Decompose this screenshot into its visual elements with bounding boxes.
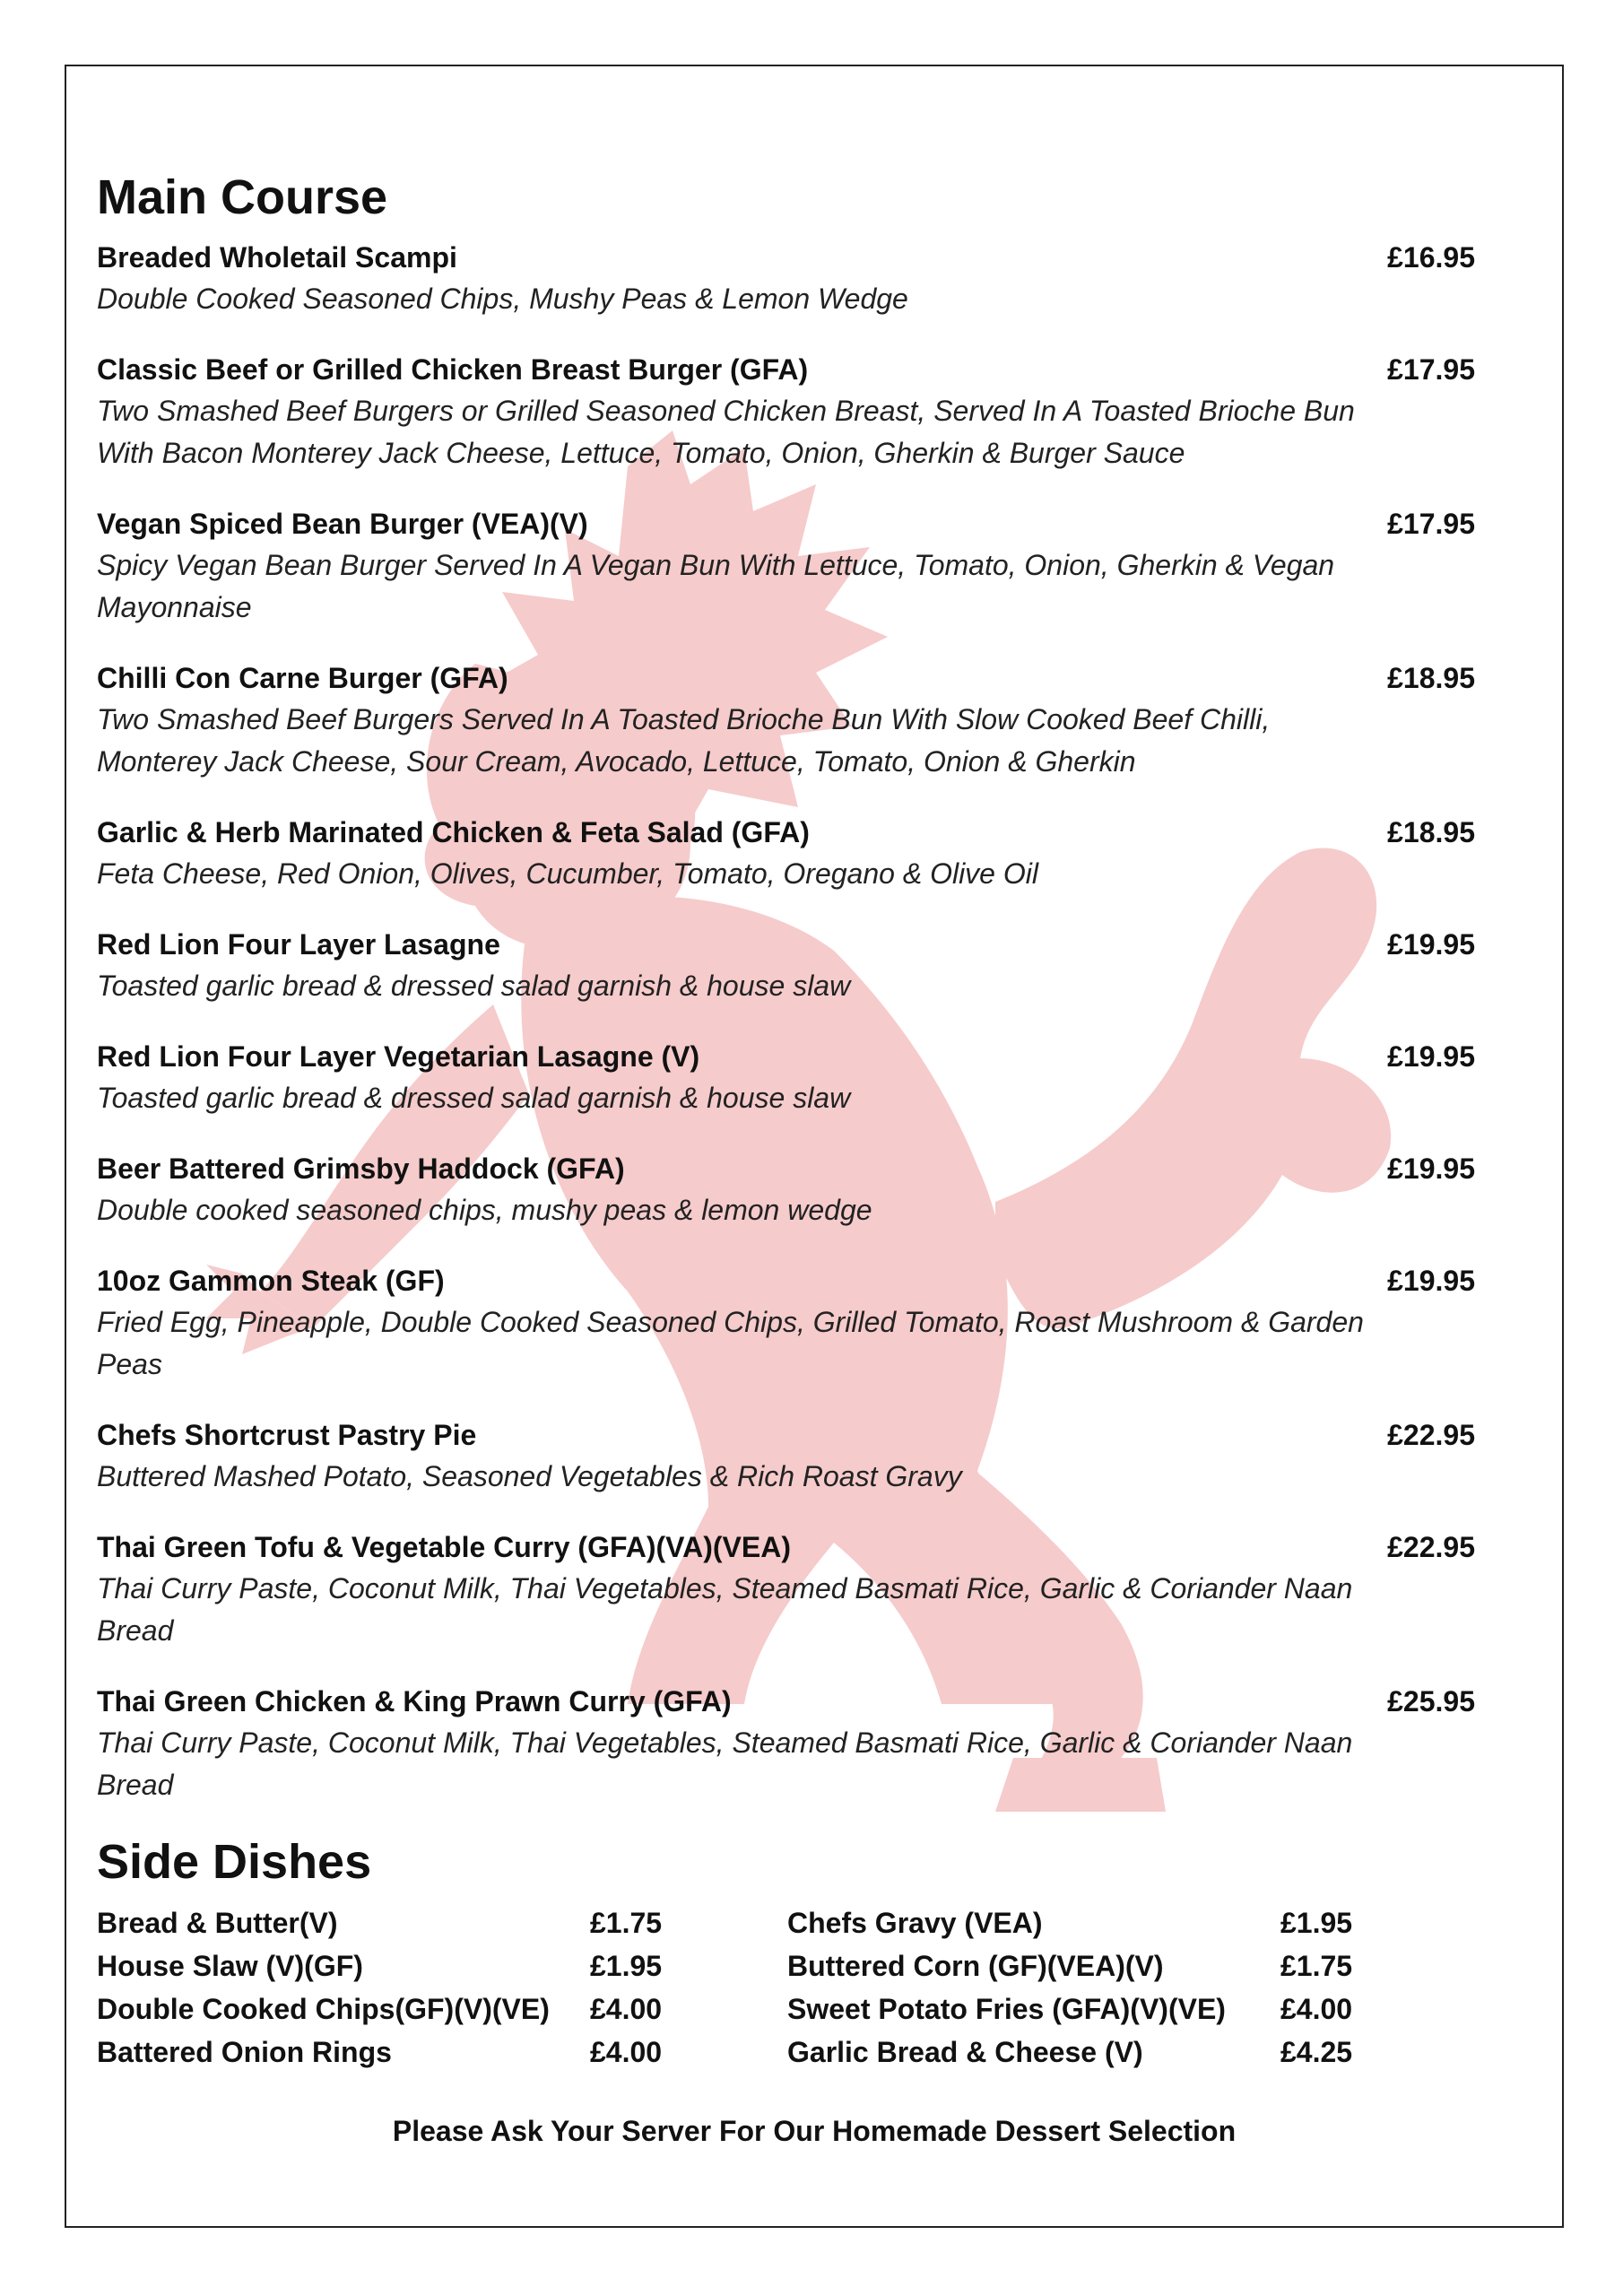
- side-dish-price: £1.75: [590, 1907, 663, 1939]
- menu-item: [97, 1260, 1478, 1386]
- menu-item: [97, 1414, 1478, 1498]
- menu-item-name: Garlic & Herb Marinated Chicken & Feta Salad (GFA): [97, 816, 810, 848]
- menu-item-price: £17.95: [1387, 508, 1475, 540]
- menu-item-price: £19.95: [1387, 1265, 1475, 1297]
- menu-item-description: Fried Egg, Pineapple, Double Cooked Seasoned Chips, Grilled Tomato, Roast Mushroom & Garden Peas: [97, 1306, 1364, 1380]
- side-dish-row: [97, 1987, 787, 2031]
- menu-item-description: Toasted garlic bread & dressed salad garnish & house slaw: [97, 1082, 851, 1114]
- menu-item: [97, 924, 1478, 1007]
- menu-item: [97, 1036, 1478, 1119]
- side-dish-price: £4.25: [1280, 2036, 1353, 2068]
- menu-item-price: £22.95: [1387, 1419, 1475, 1451]
- menu-item-name: Chefs Shortcrust Pastry Pie: [97, 1419, 477, 1451]
- menu-item-price: £19.95: [1387, 1040, 1475, 1073]
- side-dishes-right-column: [787, 1901, 1478, 2074]
- main-course-heading: Main Course: [97, 170, 388, 224]
- menu-item: [97, 1681, 1478, 1806]
- menu-item-name: Red Lion Four Layer Lasagne: [97, 928, 500, 961]
- menu-item-name: Classic Beef or Grilled Chicken Breast Burger (GFA): [97, 353, 809, 386]
- menu-item-name: Vegan Spiced Bean Burger (VEA)(V): [97, 508, 588, 540]
- side-dish-price: £1.95: [1280, 1907, 1353, 1939]
- menu-item-description: Two Smashed Beef Burgers Served In A Toasted Brioche Bun With Slow Cooked Beef Chilli, Monterey Jack Cheese, Sour Cream, Avocado, Lettuce, Tomato, Onion & Gherkin: [97, 703, 1271, 778]
- side-dishes-left-column: [97, 1901, 787, 2074]
- menu-item-price: £18.95: [1387, 662, 1475, 694]
- side-dish-price: £4.00: [590, 1993, 663, 2025]
- side-dish-name: Garlic Bread & Cheese (V): [787, 2036, 1143, 2068]
- menu-item-description: Double cooked seasoned chips, mushy peas & lemon wedge: [97, 1194, 872, 1226]
- side-dish-price: £1.95: [590, 1950, 663, 1982]
- menu-content: [97, 170, 1478, 2074]
- side-dish-row: [787, 1901, 1478, 1944]
- side-dish-row: [97, 1944, 787, 1987]
- menu-item: [97, 1148, 1478, 1231]
- side-dish-row: [97, 1901, 787, 1944]
- dessert-notice: Please Ask Your Server For Our Homemade Dessert Selection: [392, 2115, 1237, 2147]
- side-dish-name: Buttered Corn (GF)(VEA)(V): [787, 1950, 1164, 1982]
- menu-item-description: Two Smashed Beef Burgers or Grilled Seasoned Chicken Breast, Served In A Toasted Brioche Bun With Bacon Monterey Jack Cheese, Lettuce, Tomato, Onion, Gherkin & Burger Sauce: [97, 395, 1355, 469]
- menu-item: [97, 657, 1478, 783]
- menu-item: [97, 349, 1478, 474]
- side-dish-name: Double Cooked Chips(GF)(V)(VE): [97, 1993, 550, 2025]
- menu-item: [97, 503, 1478, 629]
- menu-item-price: £22.95: [1387, 1531, 1475, 1563]
- menu-item-name: Thai Green Tofu & Vegetable Curry (GFA)(VA)(VEA): [97, 1531, 791, 1563]
- menu-item-description: Feta Cheese, Red Onion, Olives, Cucumber, Tomato, Oregano & Olive Oil: [97, 857, 1038, 890]
- menu-item-name: Beer Battered Grimsby Haddock (GFA): [97, 1152, 625, 1185]
- menu-item: [97, 237, 1478, 320]
- side-dishes-heading: Side Dishes: [97, 1835, 372, 1889]
- menu-item-description: Spicy Vegan Bean Burger Served In A Vegan Bun With Lettuce, Tomato, Onion, Gherkin & Vegan Mayonnaise: [97, 549, 1335, 623]
- side-dish-row: [787, 1987, 1478, 2031]
- menu-item-name: Breaded Wholetail Scampi: [97, 241, 457, 274]
- menu-item: [97, 1526, 1478, 1652]
- menu-item-description: Thai Curry Paste, Coconut Milk, Thai Vegetables, Steamed Basmati Rice, Garlic & Coriander Naan Bread: [97, 1572, 1353, 1647]
- side-dish-row: [787, 1944, 1478, 1987]
- side-dish-name: House Slaw (V)(GF): [97, 1950, 363, 1982]
- side-dishes-list: [97, 1901, 1478, 2074]
- menu-item-name: 10oz Gammon Steak (GF): [97, 1265, 445, 1297]
- menu-item-name: Red Lion Four Layer Vegetarian Lasagne (V): [97, 1040, 700, 1073]
- side-dish-row: [97, 2031, 787, 2074]
- menu-item-description: Toasted garlic bread & dressed salad garnish & house slaw: [97, 970, 851, 1002]
- side-dish-price: £1.75: [1280, 1950, 1353, 1982]
- side-dish-row: [787, 2031, 1478, 2074]
- main-course-list: [97, 237, 1478, 1806]
- menu-item-description: Double Cooked Seasoned Chips, Mushy Peas & Lemon Wedge: [97, 283, 908, 315]
- menu-item-description: Thai Curry Paste, Coconut Milk, Thai Vegetables, Steamed Basmati Rice, Garlic & Coriander Naan Bread: [97, 1726, 1353, 1801]
- side-dish-name: Chefs Gravy (VEA): [787, 1907, 1043, 1939]
- menu-item-name: Thai Green Chicken & King Prawn Curry (GFA): [97, 1685, 732, 1718]
- menu-item-price: £16.95: [1387, 241, 1475, 274]
- menu-item-name: Chilli Con Carne Burger (GFA): [97, 662, 508, 694]
- side-dish-name: Battered Onion Rings: [97, 2036, 392, 2068]
- menu-item-price: £19.95: [1387, 1152, 1475, 1185]
- side-dish-name: Bread & Butter(V): [97, 1907, 338, 1939]
- menu-item-price: £18.95: [1387, 816, 1475, 848]
- side-dish-price: £4.00: [1280, 1993, 1353, 2025]
- side-dish-name: Sweet Potato Fries (GFA)(V)(VE): [787, 1993, 1226, 2025]
- menu-item-price: £17.95: [1387, 353, 1475, 386]
- menu-item-price: £19.95: [1387, 928, 1475, 961]
- menu-item: [97, 812, 1478, 895]
- menu-item-description: Buttered Mashed Potato, Seasoned Vegetables & Rich Roast Gravy: [97, 1460, 962, 1492]
- side-dish-price: £4.00: [590, 2036, 663, 2068]
- menu-item-price: £25.95: [1387, 1685, 1475, 1718]
